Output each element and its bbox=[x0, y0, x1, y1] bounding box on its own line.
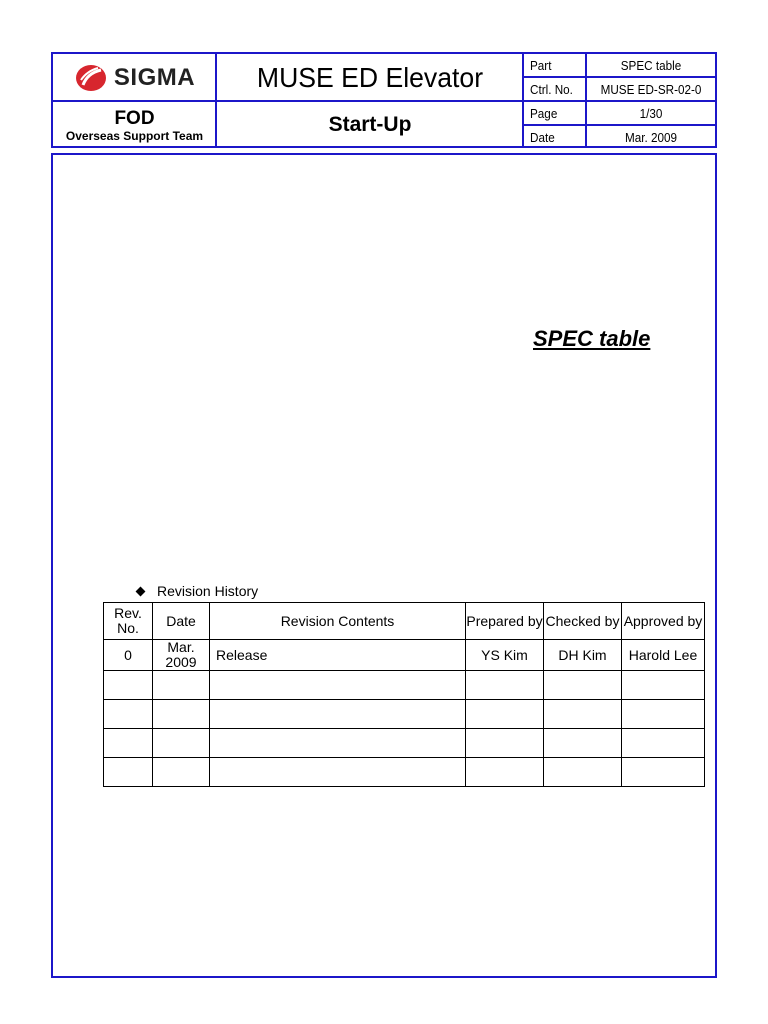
table-cell bbox=[544, 671, 622, 700]
table-cell bbox=[104, 758, 153, 787]
table-cell: DH Kim bbox=[544, 640, 622, 671]
document-title: MUSE ED Elevator bbox=[256, 61, 484, 93]
table-cell: YS Kim bbox=[466, 640, 544, 671]
table-header-row bbox=[104, 603, 705, 640]
meta-value-ctrl-no: MUSE ED-SR-02-0 bbox=[600, 82, 702, 97]
table-cell bbox=[153, 758, 210, 787]
table-row bbox=[104, 700, 705, 729]
header-cell: Approved by bbox=[622, 603, 705, 640]
table-cell bbox=[104, 729, 153, 758]
sigma-logo-icon bbox=[74, 63, 108, 93]
table-cell bbox=[622, 729, 705, 758]
document-subtitle: Start-Up bbox=[328, 113, 412, 136]
header-cell: Checked by bbox=[544, 603, 622, 640]
table-cell bbox=[210, 758, 466, 787]
table-cell bbox=[210, 700, 466, 729]
table-cell bbox=[210, 729, 466, 758]
header-divider bbox=[524, 124, 715, 126]
department-name: FOD bbox=[114, 107, 155, 129]
meta-label-ctrl-no: Ctrl. No. bbox=[530, 82, 573, 97]
meta-label-page: Page bbox=[530, 106, 558, 121]
table-cell bbox=[466, 758, 544, 787]
team-name: Overseas Support Team bbox=[65, 128, 204, 143]
header-cell: Rev. No. bbox=[104, 603, 153, 640]
table-row bbox=[104, 729, 705, 758]
company-logo bbox=[53, 54, 216, 101]
header-cell: Revision Contents bbox=[210, 603, 466, 640]
department-block bbox=[53, 102, 216, 148]
meta-label-date: Date bbox=[530, 130, 555, 145]
document-header bbox=[51, 52, 717, 148]
table-cell bbox=[153, 729, 210, 758]
table-cell: Harold Lee bbox=[622, 640, 705, 671]
table-cell: Mar. 2009 bbox=[153, 640, 210, 671]
table-row bbox=[104, 758, 705, 787]
table-cell bbox=[104, 700, 153, 729]
diamond-bullet-icon bbox=[136, 586, 146, 596]
revision-history-heading bbox=[137, 583, 258, 599]
table-cell bbox=[466, 729, 544, 758]
header-cell: Prepared by bbox=[466, 603, 544, 640]
table-cell bbox=[622, 758, 705, 787]
spec-table-title: SPEC table bbox=[533, 326, 651, 351]
meta-value-page: 1/30 bbox=[639, 106, 663, 121]
table-row bbox=[104, 671, 705, 700]
header-divider bbox=[585, 54, 587, 146]
header-cell: Date bbox=[153, 603, 210, 640]
table-cell bbox=[466, 671, 544, 700]
table-cell bbox=[544, 729, 622, 758]
logo-wordmark: SIGMA bbox=[113, 63, 196, 91]
meta-value-date: Mar. 2009 bbox=[624, 130, 678, 145]
header-divider bbox=[524, 76, 715, 78]
table-cell bbox=[622, 671, 705, 700]
table-cell bbox=[544, 700, 622, 729]
revision-history-table bbox=[103, 602, 705, 787]
table-cell bbox=[153, 671, 210, 700]
table-cell bbox=[210, 671, 466, 700]
table-cell: Release bbox=[210, 640, 466, 671]
table-cell bbox=[104, 671, 153, 700]
table-cell: 0 bbox=[104, 640, 153, 671]
page-body-frame bbox=[51, 153, 717, 978]
table-cell bbox=[622, 700, 705, 729]
meta-value-part: SPEC table bbox=[620, 58, 682, 73]
meta-label-part: Part bbox=[530, 58, 552, 73]
table-cell bbox=[466, 700, 544, 729]
table-cell bbox=[544, 758, 622, 787]
table-row bbox=[104, 640, 705, 671]
revision-history-label: Revision History bbox=[157, 583, 259, 599]
table-cell bbox=[153, 700, 210, 729]
